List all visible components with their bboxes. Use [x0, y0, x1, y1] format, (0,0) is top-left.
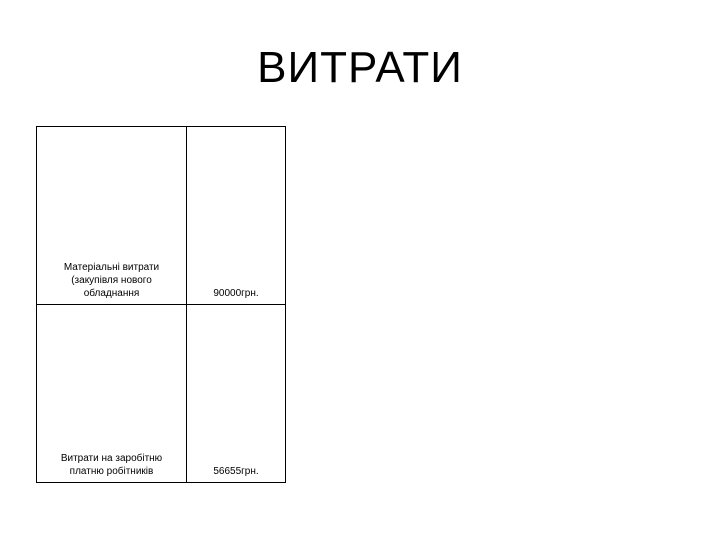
expense-value-cell	[187, 127, 286, 305]
expense-label-line: Витрати на заробітню	[60, 453, 163, 464]
expense-value: 90000грн.	[213, 288, 259, 299]
slide-title: ВИТРАТИ	[257, 43, 463, 92]
expense-label-line: Матеріальні витрати	[63, 262, 160, 273]
table-row	[37, 127, 286, 305]
expense-label-line: платню робітників	[69, 466, 154, 477]
expense-label-cell	[37, 305, 187, 483]
expense-label-cell	[37, 127, 187, 305]
expense-value-cell	[187, 305, 286, 483]
expense-label-line: обладнання	[83, 288, 140, 299]
table-row	[37, 305, 286, 483]
expense-value: 56655грн.	[213, 466, 259, 477]
expense-label-line: (закупівля нового	[71, 275, 152, 286]
expenses-table	[36, 126, 286, 483]
